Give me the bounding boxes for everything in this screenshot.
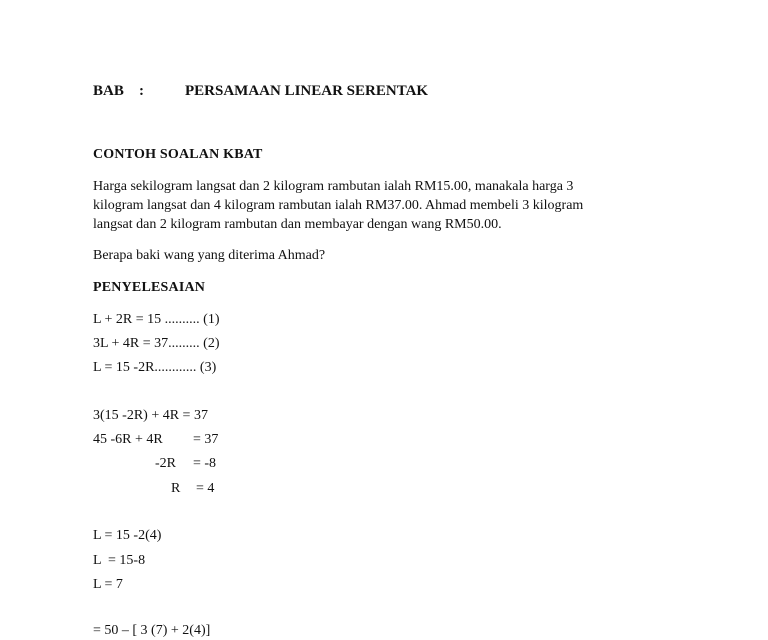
question-paragraph xyxy=(93,177,653,234)
chapter-label: BAB xyxy=(93,83,124,99)
substitution-line-2-right: = 37 xyxy=(193,432,219,447)
substitution-line-4-right: = 4 xyxy=(196,481,215,496)
solve-l-line-1: L = 15 -2(4) xyxy=(93,528,162,543)
equation-1: L + 2R = 15 .......... (1) xyxy=(93,312,220,327)
question-line: Harga sekilogram langsat dan 2 kilogram rambutan ialah RM15.00, manakala harga 3 xyxy=(93,179,574,194)
question-ask: Berapa baki wang yang diterima Ahmad? xyxy=(93,248,326,263)
substitution-line-1: 3(15 -2R) + 4R = 37 xyxy=(93,408,208,423)
final-calculation-partial: = 50 – [ 3 (7) + 2(4)] xyxy=(93,623,211,638)
solution-heading: PENYELESAIAN xyxy=(93,280,206,295)
substitution-line-4-left: R xyxy=(171,481,181,496)
solve-l-line-2: L = 15-8 xyxy=(93,553,146,568)
equation-3: L = 15 -2R............ (3) xyxy=(93,360,217,375)
chapter-title: PERSAMAAN LINEAR SERENTAK xyxy=(185,83,429,99)
substitution-line-3-right: = -8 xyxy=(193,456,217,471)
substitution-line-2-left: 45 -6R + 4R xyxy=(93,432,163,447)
question-heading: CONTOH SOALAN KBAT xyxy=(93,147,263,162)
equation-2: 3L + 4R = 37......... (2) xyxy=(93,336,220,351)
question-line: kilogram langsat dan 4 kilogram rambutan ialah RM37.00. Ahmad membeli 3 kilogram xyxy=(93,198,584,213)
substitution-line-3-left: -2R xyxy=(155,456,176,471)
solve-l-line-3: L = 7 xyxy=(93,577,123,592)
chapter-colon: : xyxy=(139,83,144,99)
question-line: langsat dan 2 kilogram rambutan dan membayar dengan wang RM50.00. xyxy=(93,217,502,232)
